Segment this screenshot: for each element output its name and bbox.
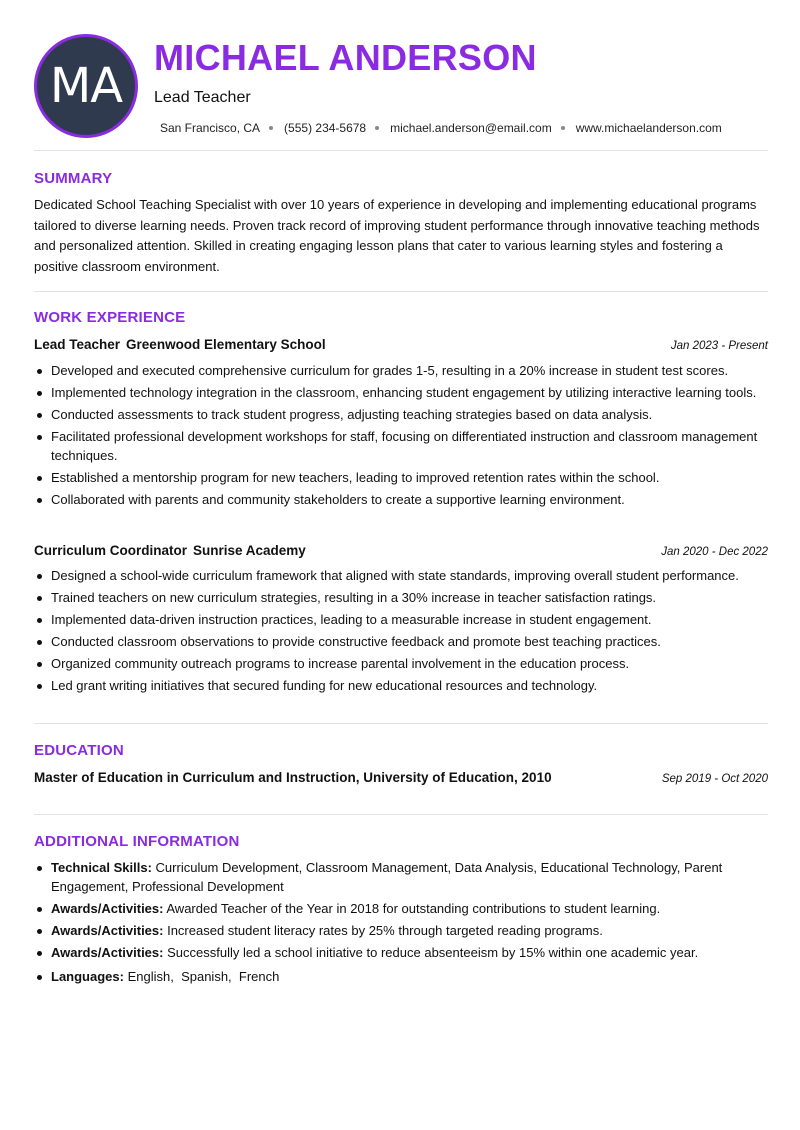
- bullet-text: Conducted assessments to track student progress, adjusting teaching strategies based on data analysis.: [51, 407, 653, 422]
- bullet-icon: [37, 435, 42, 440]
- education-dates: Sep 2019 - Oct 2020: [661, 773, 768, 785]
- work-experience-heading: WORK EXPERIENCE: [34, 309, 186, 326]
- bullet-text: Implemented data-driven instruction practices, leading to a measurable increase in student engagement.: [51, 612, 652, 627]
- resume-header: [34, 34, 768, 138]
- job-bullets: [34, 362, 768, 513]
- item-text: English, Spanish, French: [127, 969, 280, 984]
- bullet-icon: [37, 975, 42, 980]
- job-dates: Jan 2023 - Present: [670, 340, 768, 352]
- job-company: Greenwood Elementary School: [126, 337, 326, 352]
- list-item: [34, 491, 768, 510]
- divider: [34, 150, 768, 151]
- bullet-text: Trained teachers on new curriculum strategies, resulting in a 30% increase in teacher satisfaction ratings.: [51, 590, 657, 605]
- bullet-text: Led grant writing initiatives that secured funding for new educational resources and technology.: [51, 678, 598, 693]
- bullet-icon: [37, 866, 42, 871]
- job-header: [34, 543, 768, 558]
- bullet-text: Developed and executed comprehensive curriculum for grades 1-5, resulting in a 20% increase in student test scores.: [51, 363, 729, 378]
- separator-dot: [561, 126, 565, 130]
- job-dates: Jan 2020 - Dec 2022: [661, 546, 768, 558]
- list-item: [34, 611, 768, 630]
- list-item: [34, 589, 768, 608]
- separator-dot: [375, 126, 379, 130]
- bullet-icon: [37, 907, 42, 912]
- divider: [34, 291, 768, 292]
- avatar: [34, 34, 138, 138]
- bullet-icon: [37, 640, 42, 645]
- bullet-text: Conducted classroom observations to provide constructive feedback and promote best teaching practices.: [51, 634, 661, 649]
- education-degree: Master of Education in Curriculum and Instruction, University of Education, 2010: [34, 770, 552, 785]
- item-label: Technical Skills:: [51, 860, 152, 875]
- education-entry: [34, 770, 768, 785]
- list-item: [34, 859, 768, 896]
- additional-info-heading: ADDITIONAL INFORMATION: [34, 833, 240, 850]
- job-title-line: [34, 543, 306, 558]
- bullet-text: Designed a school-wide curriculum framework that aligned with state standards, improving overall student performance.: [51, 568, 739, 583]
- bullet-text: Facilitated professional development workshops for staff, focusing on differentiated instruction and classroom management techniques.: [51, 429, 758, 463]
- list-item: [34, 655, 768, 674]
- education-heading: EDUCATION: [34, 742, 124, 759]
- item-text: Successfully led a school initiative to reduce absenteeism by 15% within one academic year.: [167, 944, 699, 960]
- bullet-text: Implemented technology integration in the classroom, enhancing student engagement by utilizing interactive learning tools.: [51, 385, 757, 400]
- summary-heading: SUMMARY: [34, 170, 113, 187]
- list-item: [34, 567, 768, 586]
- contact-phone: (555) 234-5678: [284, 121, 367, 135]
- item-label: Languages:: [51, 969, 124, 984]
- bullet-icon: [37, 413, 42, 418]
- bullet-icon: [37, 618, 42, 623]
- list-item: [34, 428, 768, 465]
- additional-info-list: [34, 859, 768, 990]
- bullet-icon: [37, 498, 42, 503]
- candidate-name: MICHAEL ANDERSON: [154, 37, 537, 78]
- item-label: Awards/Activities:: [51, 944, 164, 960]
- list-item: [34, 968, 768, 987]
- list-item: [34, 677, 768, 696]
- bullet-text: Organized community outreach programs to increase parental involvement in the education process.: [51, 656, 630, 671]
- list-item: [34, 633, 768, 652]
- contact-line: [160, 121, 722, 135]
- bullet-text: Established a mentorship program for new teachers, leading to improved retention rates within the school.: [51, 469, 660, 485]
- bullet-icon: [37, 929, 42, 934]
- list-item: [34, 406, 768, 425]
- item-label: Awards/Activities:: [51, 900, 164, 916]
- divider: [34, 723, 768, 724]
- bullet-icon: [37, 476, 42, 481]
- bullet-icon: [37, 684, 42, 689]
- job-company: Sunrise Academy: [193, 543, 306, 558]
- avatar-initials: MA: [49, 58, 123, 114]
- list-item: [34, 944, 768, 963]
- bullet-icon: [37, 391, 42, 396]
- bullet-text: Collaborated with parents and community stakeholders to create a supportive learning environment.: [51, 491, 625, 507]
- list-item: [34, 469, 768, 488]
- job-title: Lead Teacher: [34, 337, 121, 352]
- bullet-icon: [37, 369, 42, 374]
- list-item: [34, 922, 768, 941]
- job-title-line: [34, 337, 326, 352]
- separator-dot: [269, 126, 273, 130]
- item-text: Awarded Teacher of the Year in 2018 for outstanding contributions to student learning.: [166, 900, 661, 916]
- job-header: [34, 337, 768, 352]
- list-item: [34, 900, 768, 919]
- contact-email: michael.anderson@email.com: [390, 121, 552, 135]
- bullet-icon: [37, 951, 42, 956]
- item-label: Awards/Activities:: [51, 922, 164, 938]
- list-item: [34, 384, 768, 403]
- job-title: Curriculum Coordinator: [34, 543, 188, 558]
- candidate-title: Lead Teacher: [154, 89, 251, 106]
- bullet-icon: [37, 574, 42, 579]
- bullet-icon: [37, 596, 42, 601]
- list-item: [34, 362, 768, 381]
- contact-location: San Francisco, CA: [160, 121, 261, 135]
- item-text: Curriculum Development, Classroom Management, Data Analysis, Educational Technology, Parent Engagement, Professional Development: [51, 860, 723, 894]
- contact-website: www.michaelanderson.com: [575, 121, 722, 135]
- job-bullets: [34, 567, 768, 699]
- bullet-icon: [37, 662, 42, 667]
- item-text: Increased student literacy rates by 25% through targeted reading programs.: [167, 922, 603, 938]
- divider: [34, 814, 768, 815]
- summary-text: Dedicated School Teaching Specialist with over 10 years of experience in developing and implementing educational programs tailored to diverse learning needs. Proven track record of improving student performance through innovative teaching methods and personalized attention. Skilled in creating engaging lesson plans that cater to various learning styles and fostering a positive classroom environment.: [34, 197, 760, 274]
